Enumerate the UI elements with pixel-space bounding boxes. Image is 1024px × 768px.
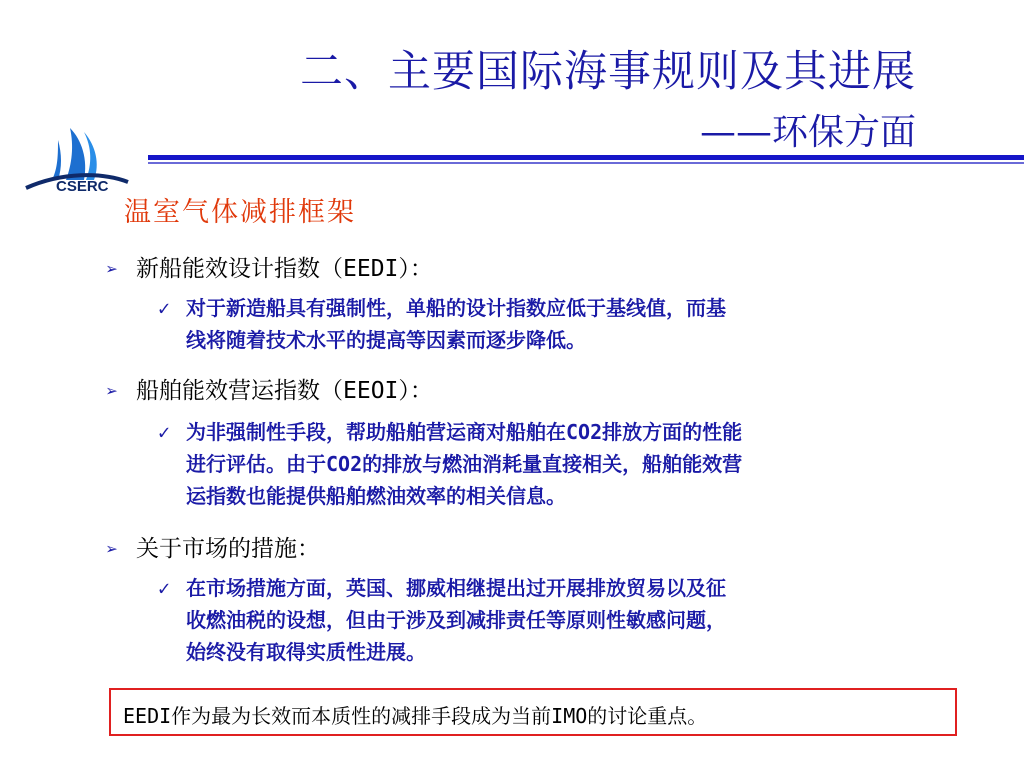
detail-line: 在市场措施方面，英国、挪威相继提出过开展排放贸易以及征: [186, 576, 726, 600]
arrow-bullet-icon: ➢: [106, 537, 119, 561]
footer-note: EEDI作为最为长效而本质性的减排手段成为当前IMO的讨论重点。: [123, 704, 708, 728]
checkmark-icon: ✓: [158, 420, 171, 444]
bullet-eeoi: [106, 372, 433, 405]
bullet-label: 船舶能效营运指数（EEOI）：: [136, 378, 433, 404]
slide-title: 二、主要国际海事规则及其进展: [300, 47, 916, 97]
bullet-market-measures: [106, 530, 320, 563]
checkmark-icon: ✓: [158, 576, 171, 600]
detail-line: 对于新造船具有强制性，单船的设计指数应低于基线值，而基: [186, 296, 726, 320]
detail-market-measures: [158, 572, 726, 668]
detail-line: 收燃油税的设想，但由于涉及到减排责任等原则性敏感问题，: [186, 608, 726, 632]
detail-line: 始终没有取得实质性进展。: [186, 640, 426, 664]
footer-note-box: [109, 688, 957, 736]
detail-eedi: [158, 292, 726, 356]
detail-eeoi: [158, 416, 742, 512]
bullet-label: 新船能效设计指数（EEDI）：: [136, 256, 433, 282]
logo-text: CSERC: [56, 178, 109, 195]
detail-line: 为非强制性手段，帮助船舶营运商对船舶在CO2排放方面的性能: [186, 420, 743, 444]
section-heading: 温室气体减排框架: [124, 197, 356, 228]
bullet-label: 关于市场的措施：: [136, 536, 320, 562]
detail-line: 运指数也能提供船舶燃油效率的相关信息。: [186, 484, 566, 508]
checkmark-icon: ✓: [158, 296, 171, 320]
arrow-bullet-icon: ➢: [106, 257, 119, 281]
title-divider: [148, 155, 1024, 160]
detail-line: 进行评估。由于CO2的排放与燃油消耗量直接相关，船舶能效营: [186, 452, 743, 476]
slide-subtitle: ——环保方面: [699, 112, 916, 153]
arrow-bullet-icon: ➢: [106, 379, 119, 403]
title-divider-thin: [148, 162, 1024, 164]
detail-line: 线将随着技术水平的提高等因素而逐步降低。: [186, 328, 586, 352]
bullet-eedi: [106, 250, 433, 283]
